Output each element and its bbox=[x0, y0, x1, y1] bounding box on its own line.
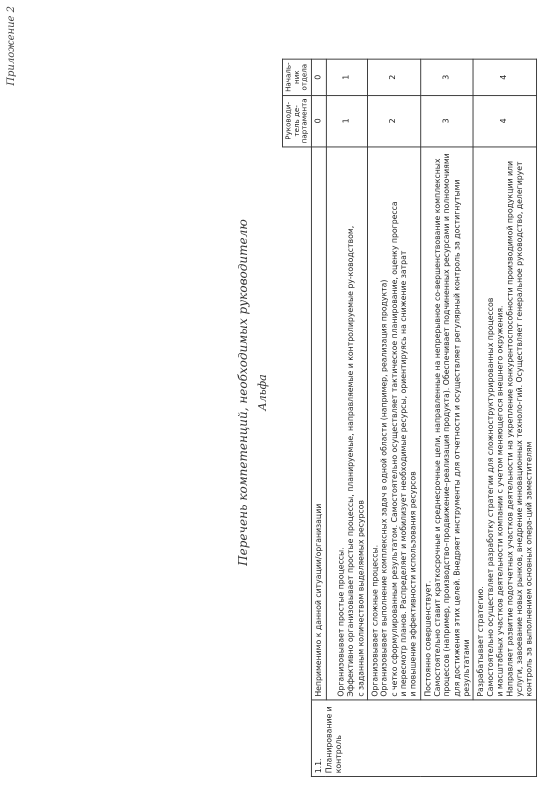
description-line: с четко сформулированным результатом. Самостоятельно осуществляет тактическое планирование, оценку прогресса bbox=[389, 201, 399, 697]
section-level-value: 0 bbox=[312, 59, 327, 95]
description-line: Организовывает простые процессы. bbox=[335, 547, 346, 697]
table-row bbox=[312, 59, 327, 776]
table-row bbox=[367, 59, 420, 776]
dept-level-value: 0 bbox=[312, 95, 327, 146]
description-line: Организовывает выполнение комплексных задач в одной области (например, реализация продукта) bbox=[379, 279, 389, 697]
section-level-value: 4 bbox=[473, 59, 536, 95]
header-empty-cell bbox=[282, 700, 311, 777]
table-header-row bbox=[282, 59, 311, 776]
description-line: Эффективно организовывает простые процессы, планируемые, направляемые и контролируемые ру-ководством, bbox=[345, 225, 355, 697]
description-line: и повышение эффективности использования ресурсов bbox=[408, 471, 418, 697]
header-section-head: Началь-ник отдела bbox=[282, 59, 311, 95]
section-level-value: 2 bbox=[367, 59, 420, 95]
dept-level-value: 3 bbox=[420, 95, 473, 146]
level-description bbox=[420, 147, 473, 700]
description-line: и пересмотр планов. Распределяет и мобилизует необходимые ресурсы, ориентируясь на снижение затрат bbox=[398, 250, 409, 697]
description-line: Постоянно совершенствует. bbox=[422, 580, 433, 697]
header-dept-head: Руководи-тель де-партамента bbox=[282, 95, 311, 146]
appendix-label: Приложение 2 bbox=[6, 6, 17, 86]
section-label: 1.1. Планирование и контроль bbox=[312, 700, 537, 777]
description-line: Самостоятельно ставит краткосрочные и среднесрочные цели, направленные на непрерывное со-вершенствование комплексных процессов (например, производство–продвижение–реализация продукта). Обеспечивает подчиненных ресурсами и полномочиями для достижения этих целей. Внедряет инструменты для отчетности и осуществляет регулярный контроль за достигнутыми результатами bbox=[432, 153, 471, 697]
table-row bbox=[420, 59, 473, 776]
competency-table bbox=[282, 59, 537, 777]
table-row bbox=[473, 59, 536, 776]
section-level-value: 1 bbox=[326, 59, 367, 95]
level-description bbox=[367, 147, 420, 700]
dept-level-value: 2 bbox=[367, 95, 420, 146]
header-empty-desc bbox=[282, 147, 311, 700]
level-description bbox=[473, 147, 536, 700]
document-subtitle: Альфа bbox=[256, 374, 269, 411]
section-level-value: 3 bbox=[420, 59, 473, 95]
table-row bbox=[326, 59, 367, 776]
description-line: Самостоятельно осуществляет разработку стратегии для сложноструктурированных процессов bbox=[485, 297, 495, 697]
level-description bbox=[312, 147, 327, 700]
description-line: Разрабатывает стратегию. bbox=[475, 586, 486, 697]
level-description bbox=[326, 147, 367, 700]
description-line: Неприменимо к данной ситуации/организации bbox=[313, 503, 324, 697]
description-line: Организовывает сложные процессы. bbox=[369, 544, 380, 697]
document-title: Перечень компетенций, необходимых руководителю bbox=[236, 219, 250, 566]
dept-level-value: 4 bbox=[473, 95, 536, 146]
description-line: и масштабных участков деятельности компании с учетом меняющегося внешнего окружения. bbox=[495, 305, 505, 697]
description-line: с заданным количеством выделяемых ресурсов bbox=[355, 499, 365, 697]
dept-level-value: 1 bbox=[326, 95, 367, 146]
description-line: Направляет развитие подотчетных участков деятельности на укрепление конкурентоспособности производимой продукции или услуги, завоевание новых рынков, внедрение инновационных техноло-гий. Осуществляет генеральное руководство, делегирует контроль за выполнением основных опера-ций заместителям bbox=[504, 160, 534, 697]
